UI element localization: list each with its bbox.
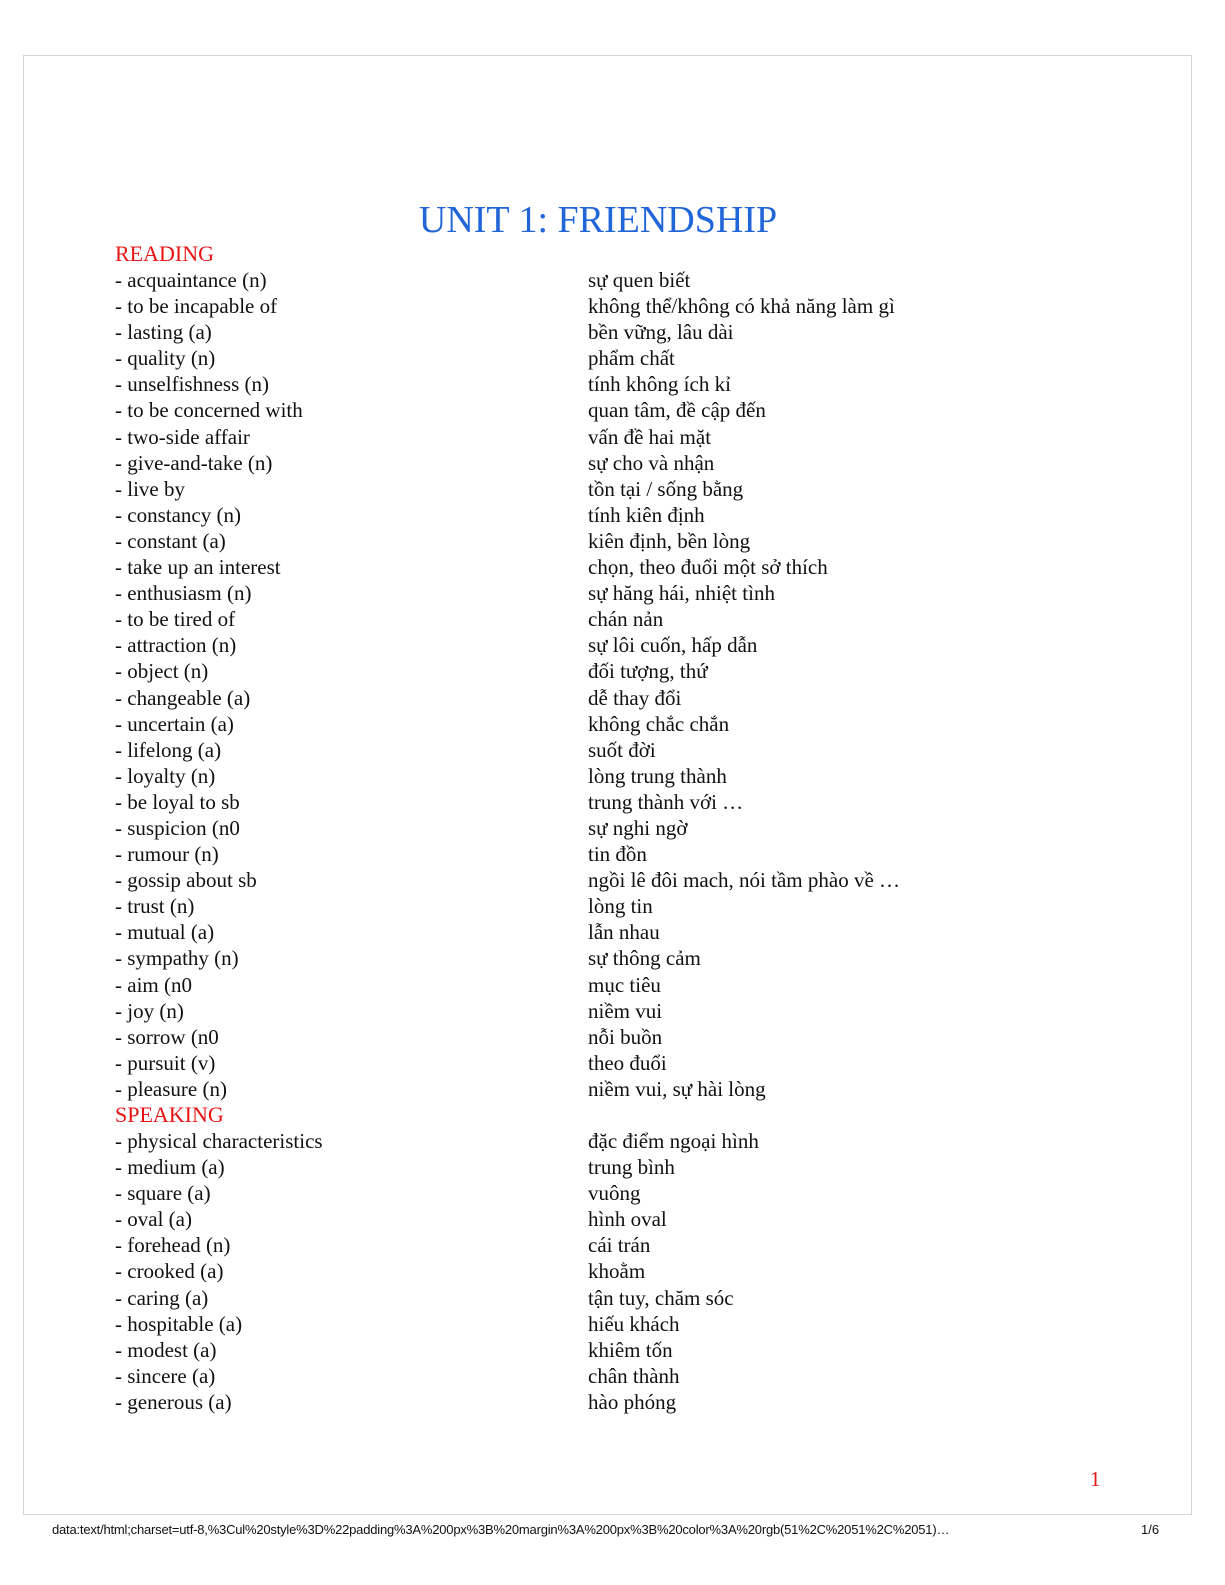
vocab-row	[115, 1050, 1015, 1076]
english-term: - pursuit (v)	[115, 1050, 216, 1075]
vocab-row	[115, 658, 1015, 684]
english-term: - oval (a)	[115, 1207, 192, 1232]
section-heading: SPEAKING	[115, 1102, 224, 1127]
vocab-row	[115, 1232, 1015, 1258]
vocab-row	[115, 1389, 1015, 1415]
english-term: - object (n)	[115, 659, 209, 684]
vietnamese-meaning: chán nản	[588, 607, 664, 632]
vietnamese-meaning: dễ thay đổi	[588, 685, 682, 710]
vocab-row	[115, 528, 1015, 554]
vocab-row	[115, 919, 1015, 945]
vietnamese-meaning: niềm vui	[588, 998, 663, 1023]
vietnamese-meaning: sự cho và nhận	[588, 450, 715, 475]
vietnamese-meaning: sự quen biết	[588, 268, 691, 292]
vocab-row	[115, 1076, 1015, 1102]
vietnamese-meaning: ngồi lê đôi mach, nói tầm phào về …	[588, 868, 901, 893]
vocab-row	[115, 1311, 1015, 1337]
english-term: - live by	[115, 476, 185, 501]
page-number: 1	[1090, 1467, 1101, 1491]
vocab-row	[115, 998, 1015, 1024]
english-term: - be loyal to sb	[115, 789, 240, 814]
vocab-row	[115, 711, 1015, 737]
vocab-row	[115, 554, 1015, 580]
vocab-row	[115, 476, 1015, 502]
english-term: - sorrow (n0	[115, 1024, 219, 1049]
english-term: - generous (a)	[115, 1389, 232, 1414]
english-term: - joy (n)	[115, 998, 184, 1023]
vietnamese-meaning: sự hăng hái, nhiệt tình	[588, 581, 775, 606]
vietnamese-meaning: sự nghi ngờ	[588, 815, 688, 840]
english-term: - mutual (a)	[115, 920, 215, 945]
vietnamese-meaning: chân thành	[588, 1363, 680, 1388]
vocab-row	[115, 1024, 1015, 1050]
english-term: - to be incapable of	[115, 294, 278, 319]
vocabulary-list	[115, 241, 1015, 1415]
vietnamese-meaning: bền vững, lâu dài	[588, 320, 734, 345]
english-term: - square (a)	[115, 1181, 211, 1206]
vietnamese-meaning: mục tiêu	[588, 972, 661, 997]
english-term: - physical characteristics	[115, 1129, 323, 1153]
vocab-row	[115, 397, 1015, 423]
vietnamese-meaning: lẫn nhau	[588, 920, 660, 945]
vietnamese-meaning: hình oval	[588, 1207, 667, 1232]
vocab-row	[115, 1337, 1015, 1363]
vocab-row	[115, 867, 1015, 893]
vocab-row	[115, 685, 1015, 711]
vocab-row	[115, 1128, 1015, 1154]
english-term: - trust (n)	[115, 894, 195, 919]
english-term: - to be concerned with	[115, 398, 303, 423]
vocab-row	[115, 815, 1015, 841]
vietnamese-meaning: hiếu khách	[588, 1311, 680, 1336]
english-term: - modest (a)	[115, 1337, 217, 1362]
english-term: - aim (n0	[115, 972, 192, 997]
vocab-row	[115, 371, 1015, 397]
vocab-row	[115, 1258, 1015, 1284]
footer-url: data:text/html;charset=utf-8,%3Cul%20style%3D%22padding%3A%200px%3B%20margin%3A%200px%3B%20color%3A%20rgb(51%2C%2051%2C%2051)…	[52, 1522, 950, 1537]
vocab-row	[115, 319, 1015, 345]
english-term: - rumour (n)	[115, 842, 219, 867]
vietnamese-meaning: trung thành với …	[588, 789, 744, 814]
english-term: - acquaintance (n)	[115, 268, 267, 292]
vietnamese-meaning: tin đồn	[588, 842, 647, 867]
vocab-row	[115, 267, 1015, 293]
english-term: - quality (n)	[115, 346, 216, 371]
vietnamese-meaning: tính kiên định	[588, 502, 705, 527]
vocab-row	[115, 789, 1015, 815]
vietnamese-meaning: đối tượng, thứ	[588, 659, 708, 684]
english-term: - constant (a)	[115, 528, 226, 553]
vietnamese-meaning: lòng trung thành	[588, 763, 727, 788]
vocab-row	[115, 893, 1015, 919]
english-term: - crooked (a)	[115, 1259, 224, 1284]
english-term: - sincere (a)	[115, 1363, 216, 1388]
english-term: - enthusiasm (n)	[115, 581, 252, 606]
vietnamese-meaning: khiêm tốn	[588, 1337, 673, 1362]
vietnamese-meaning: tồn tại / sống bằng	[588, 476, 744, 501]
vietnamese-meaning: vấn đề hai mặt	[588, 424, 712, 449]
vocab-row	[115, 841, 1015, 867]
vocab-row	[115, 580, 1015, 606]
english-term: - take up an interest	[115, 555, 281, 580]
english-term: - lasting (a)	[115, 320, 212, 345]
vietnamese-meaning: kiên định, bền lòng	[588, 528, 751, 553]
vocab-row	[115, 502, 1015, 528]
english-term: - hospitable (a)	[115, 1311, 243, 1336]
vietnamese-meaning: lòng tin	[588, 894, 653, 919]
vietnamese-meaning: không thể/không có khả năng làm gì	[588, 294, 895, 319]
english-term: - gossip about sb	[115, 868, 257, 893]
vietnamese-meaning: vuông	[588, 1181, 641, 1206]
english-term: - give-and-take (n)	[115, 450, 273, 475]
vietnamese-meaning: niềm vui, sự hài lòng	[588, 1076, 766, 1101]
vietnamese-meaning: suốt đời	[588, 737, 656, 762]
vocab-row	[115, 606, 1015, 632]
vocab-row	[115, 450, 1015, 476]
vietnamese-meaning: sự lôi cuốn, hấp dẫn	[588, 633, 758, 658]
vocab-row	[115, 972, 1015, 998]
footer-page-count: 1/6	[1141, 1522, 1160, 1537]
vocab-row	[115, 737, 1015, 763]
english-term: - caring (a)	[115, 1285, 209, 1310]
vietnamese-meaning: theo đuổi	[588, 1050, 667, 1075]
vocab-row	[115, 1154, 1015, 1180]
vietnamese-meaning: hào phóng	[588, 1389, 677, 1414]
vocab-row	[115, 945, 1015, 971]
english-term: - medium (a)	[115, 1155, 225, 1180]
vietnamese-meaning: trung bình	[588, 1155, 675, 1180]
english-term: - to be tired of	[115, 607, 236, 632]
english-term: - constancy (n)	[115, 502, 241, 527]
vocab-row	[115, 1180, 1015, 1206]
vocab-row	[115, 1285, 1015, 1311]
vocab-row	[115, 345, 1015, 371]
english-term: - two-side affair	[115, 424, 250, 449]
english-term: - unselfishness (n)	[115, 372, 269, 397]
english-term: - suspicion (n0	[115, 815, 240, 840]
vietnamese-meaning: cái trán	[588, 1233, 651, 1258]
vietnamese-meaning: phẩm chất	[588, 346, 675, 371]
vietnamese-meaning: khoằm	[588, 1259, 646, 1284]
vietnamese-meaning: chọn, theo đuổi một sở thích	[588, 555, 828, 580]
vocab-row	[115, 293, 1015, 319]
vocab-row	[115, 763, 1015, 789]
english-term: - pleasure (n)	[115, 1076, 227, 1101]
vocab-row	[115, 1363, 1015, 1389]
vietnamese-meaning: tính không ích kỉ	[588, 372, 731, 397]
english-term: - loyalty (n)	[115, 763, 216, 788]
vocab-row	[115, 632, 1015, 658]
english-term: - sympathy (n)	[115, 946, 239, 971]
vietnamese-meaning: đặc điểm ngoại hình	[588, 1129, 759, 1153]
vietnamese-meaning: không chắc chắn	[588, 711, 730, 736]
english-term: - uncertain (a)	[115, 711, 234, 736]
vietnamese-meaning: nỗi buồn	[588, 1024, 663, 1049]
vietnamese-meaning: tận tuy, chăm sóc	[588, 1285, 734, 1310]
english-term: - forehead (n)	[115, 1233, 231, 1258]
vietnamese-meaning: quan tâm, đề cập đến	[588, 398, 766, 423]
page-title: UNIT 1: FRIENDSHIP	[418, 199, 778, 241]
english-term: - changeable (a)	[115, 685, 251, 710]
vocab-row	[115, 1206, 1015, 1232]
english-term: - attraction (n)	[115, 633, 237, 658]
vietnamese-meaning: sự thông cảm	[588, 946, 701, 971]
english-term: - lifelong (a)	[115, 737, 222, 762]
section-heading: READING	[115, 241, 214, 266]
vocab-row	[115, 424, 1015, 450]
